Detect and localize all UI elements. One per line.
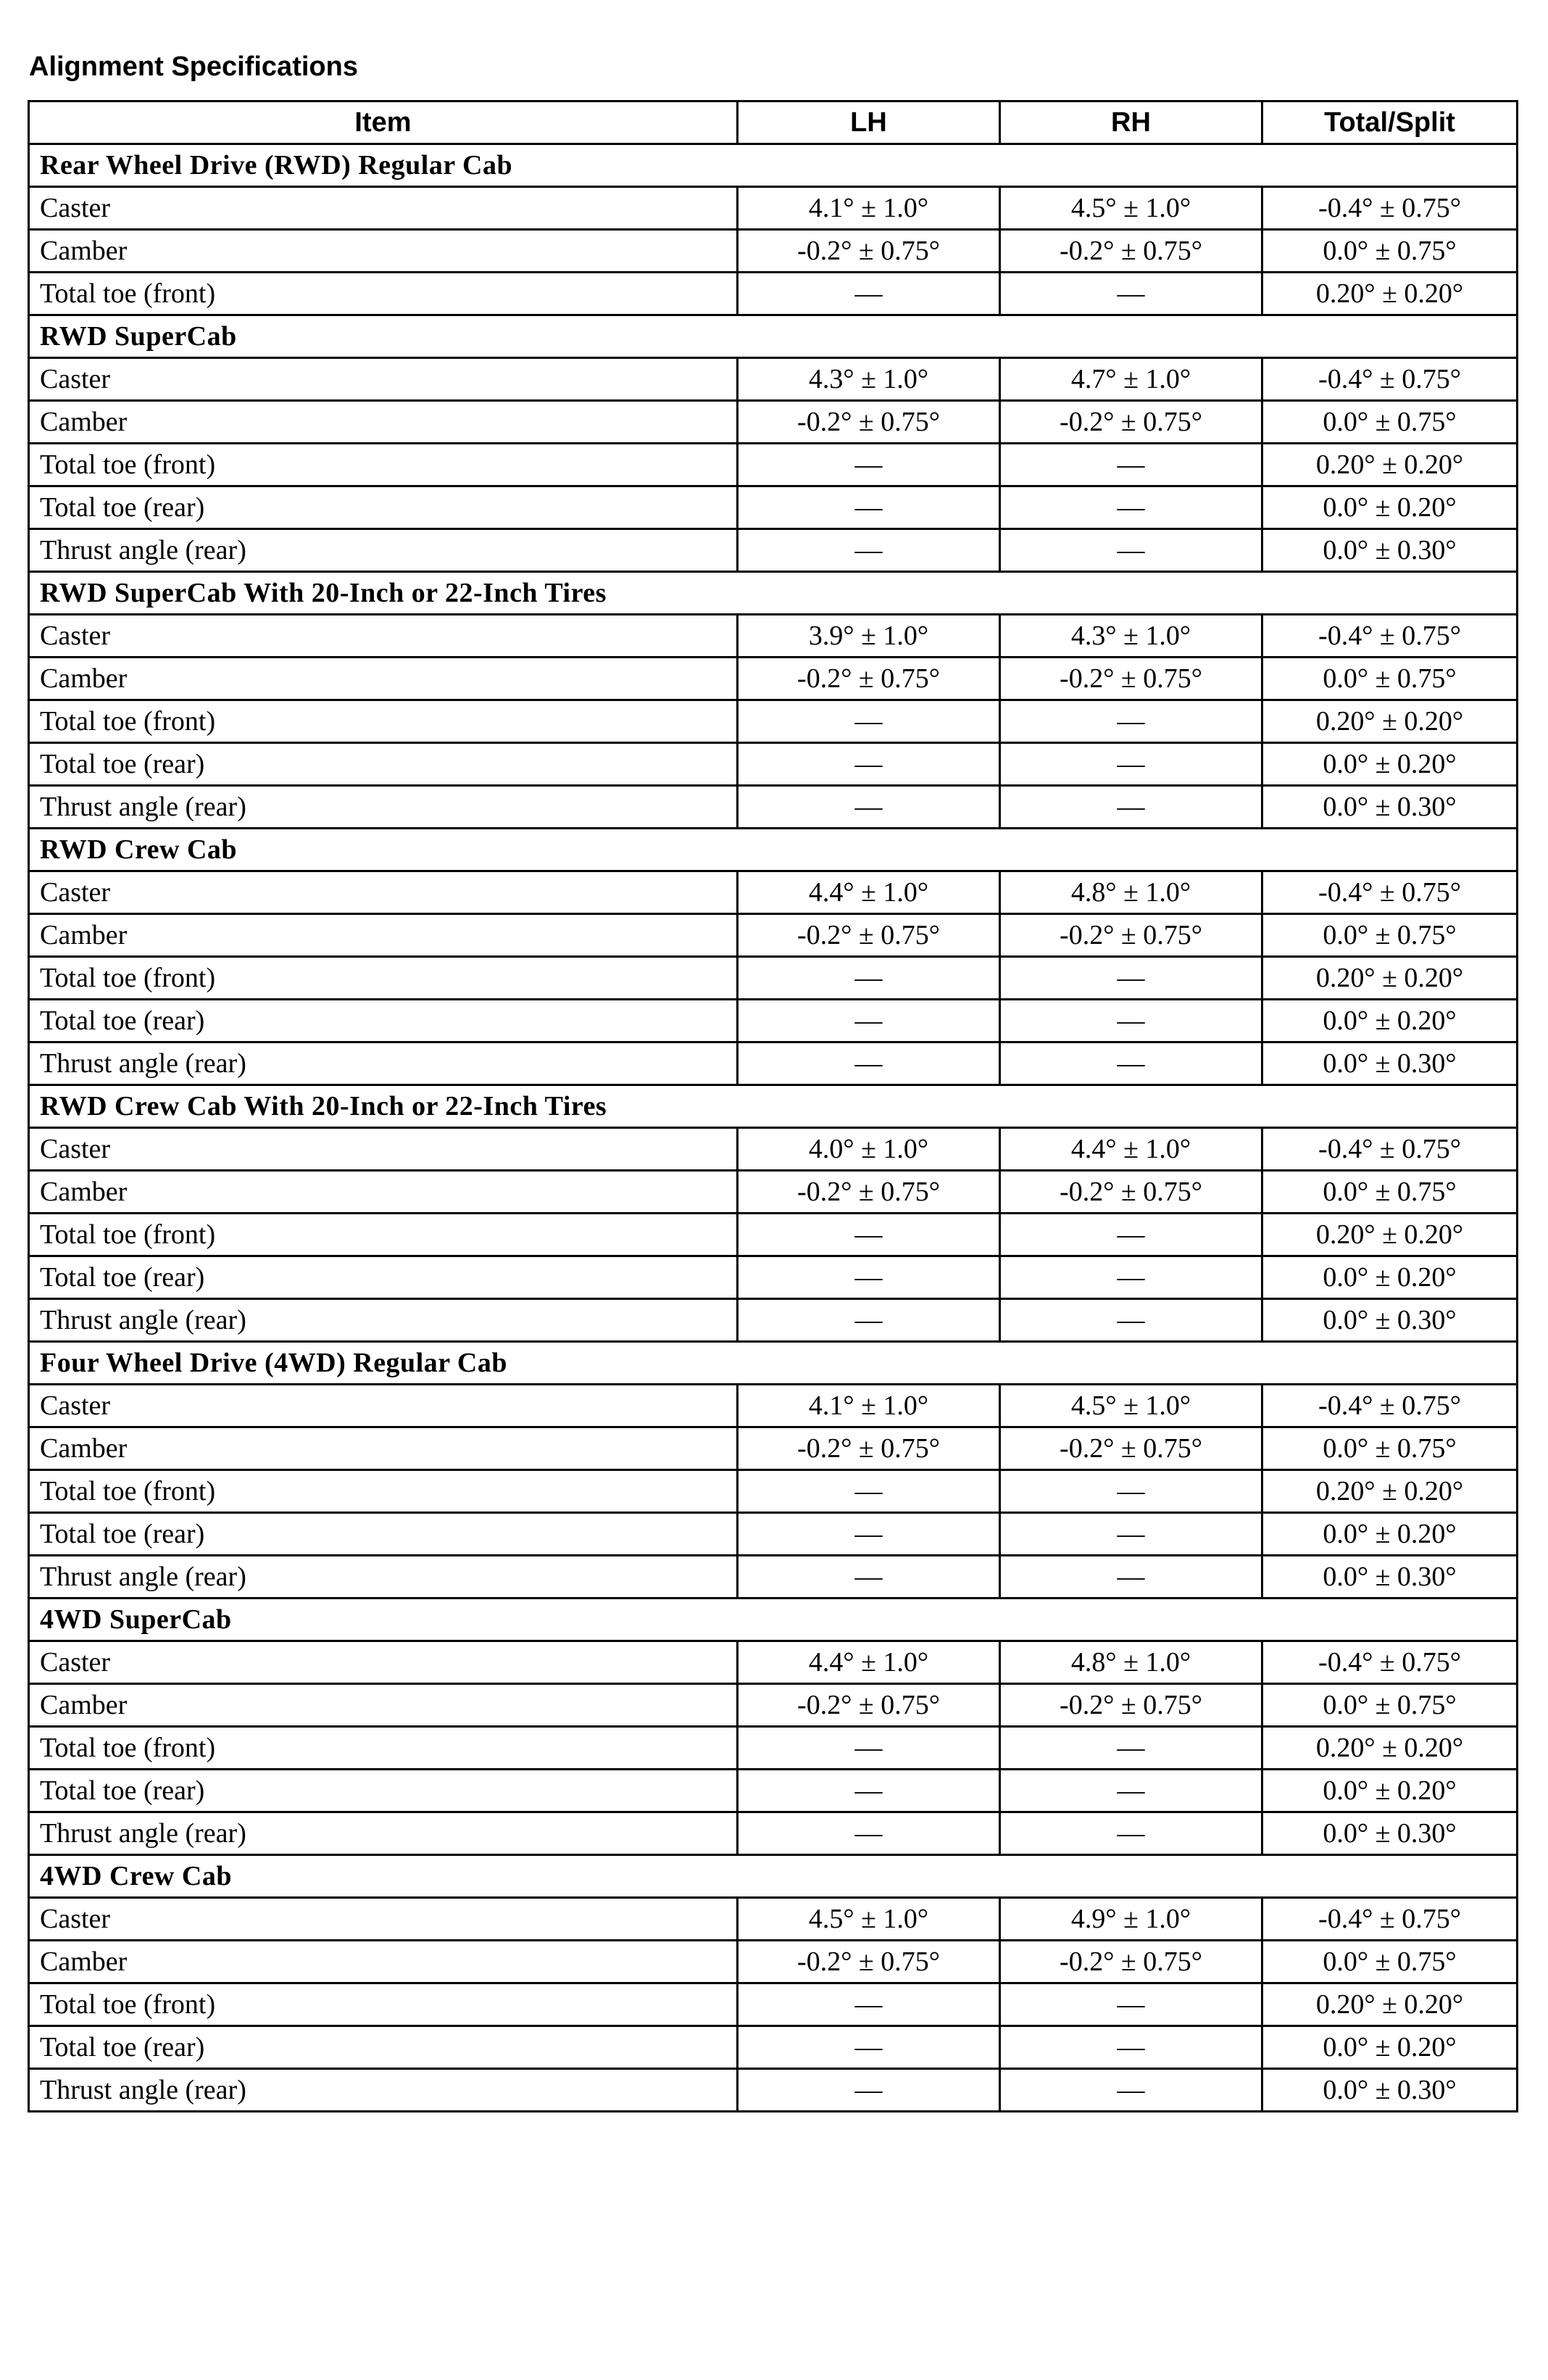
total-split-value-cell: -0.4° ± 0.75° [1262, 1385, 1518, 1427]
table-row [29, 786, 1518, 829]
table-row [29, 871, 1518, 914]
item-cell: Total toe (rear) [29, 1513, 738, 1556]
item-cell: Thrust angle (rear) [29, 1812, 738, 1855]
rh-value-cell: — [1000, 529, 1262, 572]
rh-value-cell: — [1000, 743, 1262, 786]
lh-value-cell: — [738, 486, 1000, 529]
item-cell: Camber [29, 658, 738, 700]
total-split-value-cell: 0.0° ± 0.75° [1262, 1684, 1518, 1727]
lh-value-cell: 3.9° ± 1.0° [738, 615, 1000, 658]
total-split-value-cell: -0.4° ± 0.75° [1262, 358, 1518, 401]
total-split-value-cell: 0.0° ± 0.30° [1262, 2069, 1518, 2112]
item-cell: Caster [29, 1128, 738, 1171]
table-row [29, 2026, 1518, 2069]
lh-value-cell: — [738, 1727, 1000, 1770]
section-title: Four Wheel Drive (4WD) Regular Cab [29, 1342, 1518, 1385]
item-cell: Caster [29, 615, 738, 658]
table-row [29, 1299, 1518, 1342]
section-row [29, 144, 1518, 187]
table-row [29, 1513, 1518, 1556]
item-cell: Thrust angle (rear) [29, 786, 738, 829]
section-title: RWD SuperCab With 20-Inch or 22-Inch Tires [29, 572, 1518, 615]
lh-value-cell: 4.3° ± 1.0° [738, 358, 1000, 401]
rh-value-cell: 4.3° ± 1.0° [1000, 615, 1262, 658]
rh-value-cell: — [1000, 1000, 1262, 1042]
rh-value-cell: -0.2° ± 0.75° [1000, 914, 1262, 957]
total-split-value-cell: 0.0° ± 0.30° [1262, 1042, 1518, 1085]
item-cell: Camber [29, 401, 738, 444]
rh-value-cell: — [1000, 1727, 1262, 1770]
rh-value-cell: 4.5° ± 1.0° [1000, 187, 1262, 230]
section-title: RWD Crew Cab [29, 829, 1518, 871]
item-cell: Total toe (front) [29, 1470, 738, 1513]
table-row [29, 1641, 1518, 1684]
rh-value-cell: — [1000, 1214, 1262, 1256]
section-title: Rear Wheel Drive (RWD) Regular Cab [29, 144, 1518, 187]
table-row [29, 230, 1518, 273]
rh-value-cell: — [1000, 1513, 1262, 1556]
total-split-value-cell: 0.0° ± 0.75° [1262, 1427, 1518, 1470]
lh-value-cell: — [738, 1812, 1000, 1855]
rh-value-cell: — [1000, 486, 1262, 529]
alignment-spec-table [28, 100, 1518, 2112]
table-row [29, 1770, 1518, 1812]
lh-value-cell: -0.2° ± 0.75° [738, 914, 1000, 957]
column-header-rh: RH [1000, 101, 1262, 144]
table-row [29, 1128, 1518, 1171]
rh-value-cell: — [1000, 957, 1262, 1000]
lh-value-cell: 4.1° ± 1.0° [738, 1385, 1000, 1427]
item-cell: Camber [29, 1427, 738, 1470]
rh-value-cell: -0.2° ± 0.75° [1000, 1941, 1262, 1983]
lh-value-cell: — [738, 1299, 1000, 1342]
item-cell: Thrust angle (rear) [29, 1556, 738, 1599]
lh-value-cell: -0.2° ± 0.75° [738, 658, 1000, 700]
lh-value-cell: — [738, 1556, 1000, 1599]
lh-value-cell: — [738, 444, 1000, 486]
rh-value-cell: — [1000, 1770, 1262, 1812]
lh-value-cell: -0.2° ± 0.75° [738, 1171, 1000, 1214]
lh-value-cell: 4.0° ± 1.0° [738, 1128, 1000, 1171]
section-title: RWD Crew Cab With 20-Inch or 22-Inch Tires [29, 1085, 1518, 1128]
table-row [29, 1470, 1518, 1513]
lh-value-cell: 4.4° ± 1.0° [738, 1641, 1000, 1684]
lh-value-cell: — [738, 2069, 1000, 2112]
section-row [29, 1342, 1518, 1385]
total-split-value-cell: 0.20° ± 0.20° [1262, 1727, 1518, 1770]
lh-value-cell: — [738, 700, 1000, 743]
lh-value-cell: — [738, 1042, 1000, 1085]
item-cell: Total toe (rear) [29, 1000, 738, 1042]
item-cell: Caster [29, 358, 738, 401]
lh-value-cell: -0.2° ± 0.75° [738, 401, 1000, 444]
table-row [29, 1898, 1518, 1941]
table-row [29, 914, 1518, 957]
total-split-value-cell: -0.4° ± 0.75° [1262, 1898, 1518, 1941]
item-cell: Camber [29, 1171, 738, 1214]
item-cell: Total toe (rear) [29, 743, 738, 786]
table-row [29, 1556, 1518, 1599]
rh-value-cell: 4.9° ± 1.0° [1000, 1898, 1262, 1941]
rh-value-cell: — [1000, 1470, 1262, 1513]
section-row [29, 315, 1518, 358]
table-row [29, 1214, 1518, 1256]
table-row [29, 1684, 1518, 1727]
table-row [29, 700, 1518, 743]
rh-value-cell: -0.2° ± 0.75° [1000, 1684, 1262, 1727]
section-row [29, 1599, 1518, 1641]
rh-value-cell: — [1000, 1983, 1262, 2026]
item-cell: Total toe (front) [29, 957, 738, 1000]
rh-value-cell: -0.2° ± 0.75° [1000, 401, 1262, 444]
table-row [29, 1171, 1518, 1214]
lh-value-cell: — [738, 1983, 1000, 2026]
table-row [29, 1385, 1518, 1427]
lh-value-cell: -0.2° ± 0.75° [738, 1684, 1000, 1727]
table-row [29, 529, 1518, 572]
lh-value-cell: — [738, 273, 1000, 315]
column-header-item: Item [29, 101, 738, 144]
item-cell: Thrust angle (rear) [29, 2069, 738, 2112]
total-split-value-cell: 0.0° ± 0.20° [1262, 1000, 1518, 1042]
section-title: 4WD SuperCab [29, 1599, 1518, 1641]
lh-value-cell: — [738, 529, 1000, 572]
item-cell: Thrust angle (rear) [29, 529, 738, 572]
item-cell: Caster [29, 1385, 738, 1427]
table-body [29, 144, 1518, 2112]
table-row [29, 187, 1518, 230]
lh-value-cell: — [738, 957, 1000, 1000]
table-row [29, 1427, 1518, 1470]
total-split-value-cell: 0.20° ± 0.20° [1262, 273, 1518, 315]
table-row [29, 444, 1518, 486]
table-row [29, 1983, 1518, 2026]
table-row [29, 743, 1518, 786]
total-split-value-cell: 0.20° ± 0.20° [1262, 444, 1518, 486]
total-split-value-cell: 0.0° ± 0.75° [1262, 401, 1518, 444]
page-title: Alignment Specifications [29, 51, 358, 82]
total-split-value-cell: 0.0° ± 0.30° [1262, 1299, 1518, 1342]
rh-value-cell: — [1000, 1299, 1262, 1342]
rh-value-cell: 4.5° ± 1.0° [1000, 1385, 1262, 1427]
total-split-value-cell: 0.20° ± 0.20° [1262, 700, 1518, 743]
item-cell: Total toe (front) [29, 273, 738, 315]
total-split-value-cell: 0.0° ± 0.20° [1262, 486, 1518, 529]
total-split-value-cell: -0.4° ± 0.75° [1262, 871, 1518, 914]
rh-value-cell: — [1000, 273, 1262, 315]
total-split-value-cell: 0.0° ± 0.20° [1262, 1770, 1518, 1812]
total-split-value-cell: 0.0° ± 0.75° [1262, 1941, 1518, 1983]
section-title: RWD SuperCab [29, 315, 1518, 358]
lh-value-cell: 4.4° ± 1.0° [738, 871, 1000, 914]
section-row [29, 572, 1518, 615]
rh-value-cell: -0.2° ± 0.75° [1000, 658, 1262, 700]
total-split-value-cell: 0.0° ± 0.75° [1262, 1171, 1518, 1214]
total-split-value-cell: 0.0° ± 0.30° [1262, 1812, 1518, 1855]
table-row [29, 1727, 1518, 1770]
rh-value-cell: 4.8° ± 1.0° [1000, 871, 1262, 914]
table-row [29, 615, 1518, 658]
rh-value-cell: -0.2° ± 0.75° [1000, 1427, 1262, 1470]
rh-value-cell: -0.2° ± 0.75° [1000, 1171, 1262, 1214]
section-title: 4WD Crew Cab [29, 1855, 1518, 1898]
lh-value-cell: -0.2° ± 0.75° [738, 1427, 1000, 1470]
item-cell: Total toe (front) [29, 1214, 738, 1256]
table-row [29, 486, 1518, 529]
item-cell: Total toe (rear) [29, 2026, 738, 2069]
table-row [29, 2069, 1518, 2112]
rh-value-cell: -0.2° ± 0.75° [1000, 230, 1262, 273]
total-split-value-cell: -0.4° ± 0.75° [1262, 1641, 1518, 1684]
lh-value-cell: — [738, 1214, 1000, 1256]
total-split-value-cell: 0.0° ± 0.75° [1262, 914, 1518, 957]
table-header-row [29, 101, 1518, 144]
item-cell: Thrust angle (rear) [29, 1042, 738, 1085]
table-row [29, 1812, 1518, 1855]
item-cell: Camber [29, 914, 738, 957]
total-split-value-cell: -0.4° ± 0.75° [1262, 615, 1518, 658]
item-cell: Camber [29, 1941, 738, 1983]
rh-value-cell: — [1000, 2026, 1262, 2069]
total-split-value-cell: -0.4° ± 0.75° [1262, 1128, 1518, 1171]
total-split-value-cell: 0.20° ± 0.20° [1262, 1983, 1518, 2026]
total-split-value-cell: 0.0° ± 0.20° [1262, 1256, 1518, 1299]
lh-value-cell: -0.2° ± 0.75° [738, 230, 1000, 273]
rh-value-cell: — [1000, 1812, 1262, 1855]
rh-value-cell: 4.8° ± 1.0° [1000, 1641, 1262, 1684]
rh-value-cell: — [1000, 1042, 1262, 1085]
total-split-value-cell: -0.4° ± 0.75° [1262, 187, 1518, 230]
lh-value-cell: — [738, 1256, 1000, 1299]
lh-value-cell: — [738, 1513, 1000, 1556]
rh-value-cell: — [1000, 444, 1262, 486]
table-row [29, 1256, 1518, 1299]
rh-value-cell: — [1000, 700, 1262, 743]
total-split-value-cell: 0.0° ± 0.30° [1262, 786, 1518, 829]
table-row [29, 1042, 1518, 1085]
total-split-value-cell: 0.0° ± 0.30° [1262, 1556, 1518, 1599]
total-split-value-cell: 0.20° ± 0.20° [1262, 1470, 1518, 1513]
rh-value-cell: — [1000, 1256, 1262, 1299]
item-cell: Caster [29, 1641, 738, 1684]
total-split-value-cell: 0.0° ± 0.20° [1262, 1513, 1518, 1556]
lh-value-cell: — [738, 1470, 1000, 1513]
item-cell: Total toe (rear) [29, 1256, 738, 1299]
item-cell: Caster [29, 1898, 738, 1941]
total-split-value-cell: 0.0° ± 0.75° [1262, 658, 1518, 700]
table-row [29, 1941, 1518, 1983]
lh-value-cell: 4.1° ± 1.0° [738, 187, 1000, 230]
total-split-value-cell: 0.0° ± 0.20° [1262, 2026, 1518, 2069]
item-cell: Caster [29, 871, 738, 914]
item-cell: Total toe (front) [29, 1727, 738, 1770]
table-row [29, 401, 1518, 444]
table-row [29, 1000, 1518, 1042]
lh-value-cell: — [738, 786, 1000, 829]
item-cell: Camber [29, 1684, 738, 1727]
item-cell: Caster [29, 187, 738, 230]
rh-value-cell: — [1000, 1556, 1262, 1599]
item-cell: Total toe (front) [29, 700, 738, 743]
lh-value-cell: — [738, 1770, 1000, 1812]
section-row [29, 829, 1518, 871]
lh-value-cell: -0.2° ± 0.75° [738, 1941, 1000, 1983]
rh-value-cell: 4.4° ± 1.0° [1000, 1128, 1262, 1171]
total-split-value-cell: 0.0° ± 0.75° [1262, 230, 1518, 273]
lh-value-cell: — [738, 2026, 1000, 2069]
total-split-value-cell: 0.20° ± 0.20° [1262, 957, 1518, 1000]
item-cell: Thrust angle (rear) [29, 1299, 738, 1342]
section-row [29, 1085, 1518, 1128]
column-header-total-split: Total/Split [1262, 101, 1518, 144]
lh-value-cell: 4.5° ± 1.0° [738, 1898, 1000, 1941]
section-row [29, 1855, 1518, 1898]
item-cell: Camber [29, 230, 738, 273]
table-row [29, 957, 1518, 1000]
rh-value-cell: — [1000, 786, 1262, 829]
total-split-value-cell: 0.0° ± 0.20° [1262, 743, 1518, 786]
table-row [29, 658, 1518, 700]
rh-value-cell: — [1000, 2069, 1262, 2112]
lh-value-cell: — [738, 743, 1000, 786]
item-cell: Total toe (rear) [29, 1770, 738, 1812]
lh-value-cell: — [738, 1000, 1000, 1042]
rh-value-cell: 4.7° ± 1.0° [1000, 358, 1262, 401]
total-split-value-cell: 0.20° ± 0.20° [1262, 1214, 1518, 1256]
table-row [29, 358, 1518, 401]
item-cell: Total toe (front) [29, 444, 738, 486]
item-cell: Total toe (rear) [29, 486, 738, 529]
item-cell: Total toe (front) [29, 1983, 738, 2026]
table-row [29, 273, 1518, 315]
total-split-value-cell: 0.0° ± 0.30° [1262, 529, 1518, 572]
column-header-lh: LH [738, 101, 1000, 144]
